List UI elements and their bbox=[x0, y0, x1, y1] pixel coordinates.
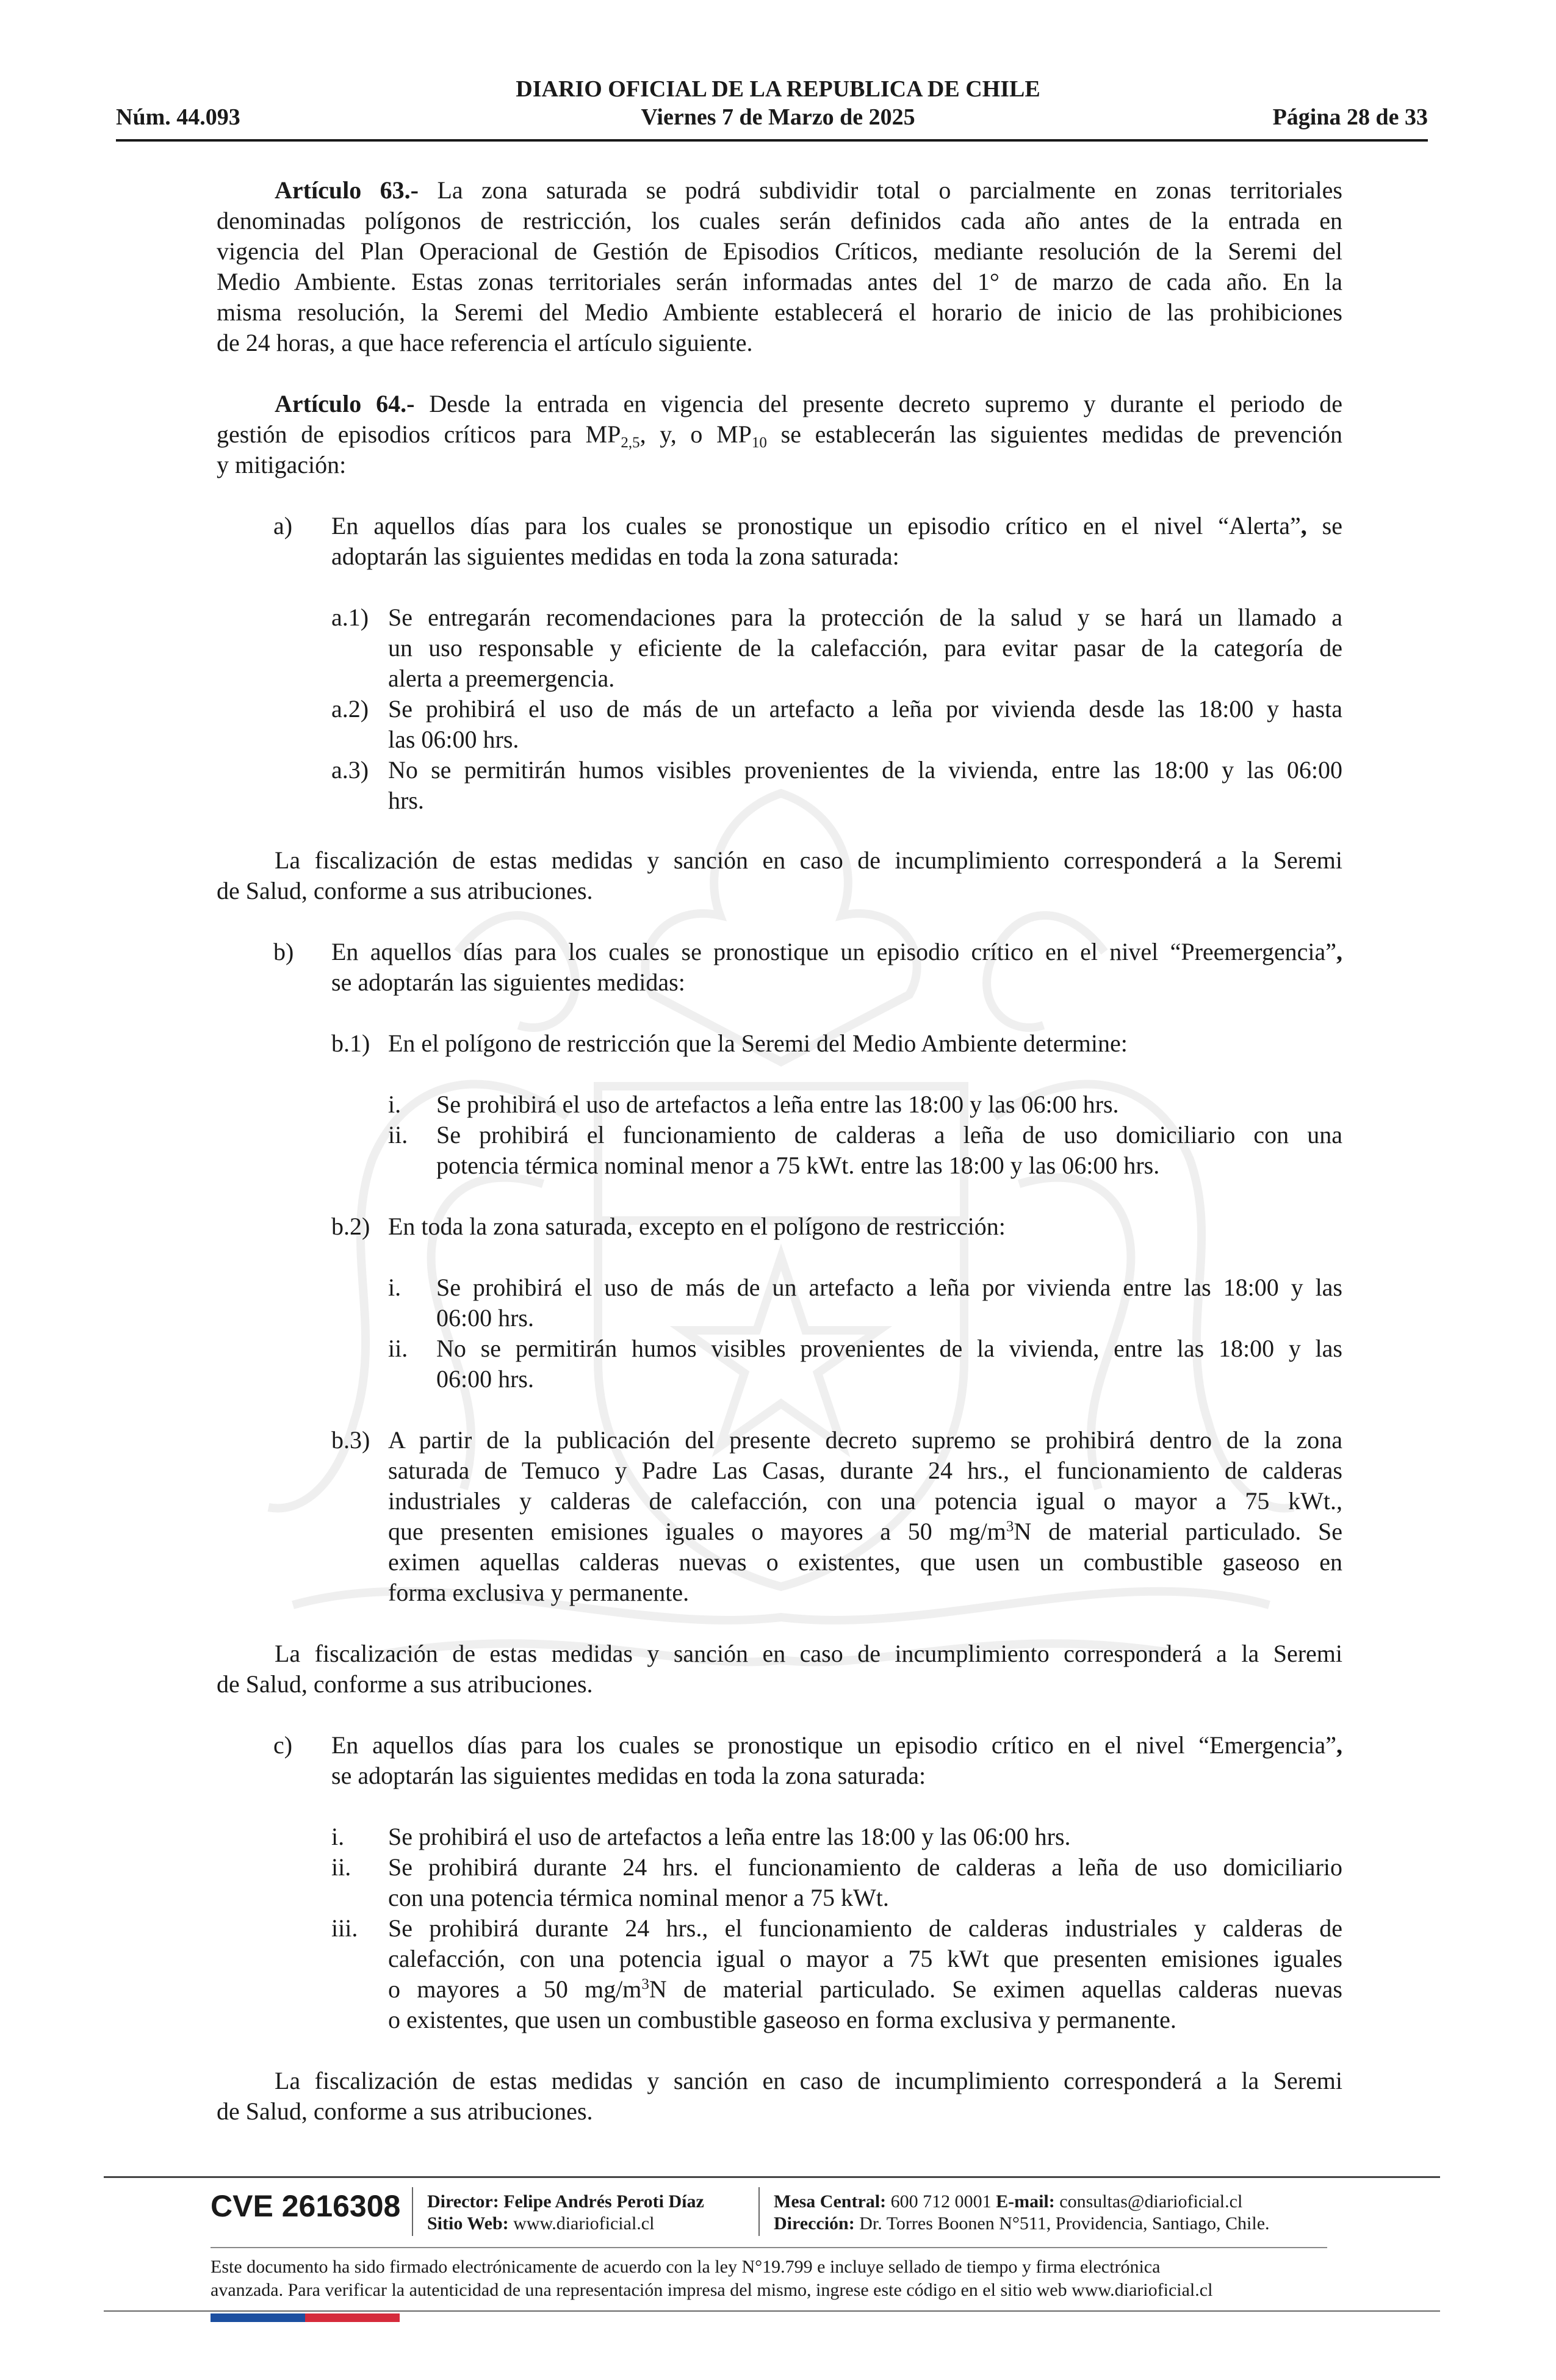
item-a bbox=[331, 511, 1342, 572]
item-b2: En toda la zona saturada, excepto en el polígono de restricción: bbox=[388, 1213, 1006, 1240]
article-63-line-4: Medio Ambiente. Estas zonas territoriales serán informadas antes del 1° de marzo de cada año. En la bbox=[217, 268, 1342, 295]
item-c-ii: Se prohibirá durante 24 hrs. el funcionamiento de calderas a leña de uso domiciliario con una potencia térmica nominal menor a 75 kWt. bbox=[388, 1853, 1342, 1911]
header-rule bbox=[116, 139, 1428, 142]
flag-bar-red bbox=[305, 2313, 400, 2322]
footer-rule-middle bbox=[211, 2247, 1327, 2248]
item-c-i: Se prohibirá el uso de artefactos a leña entre las 18:00 y las 06:00 hrs. bbox=[388, 1823, 1071, 1850]
item-b2-i-label: i. bbox=[388, 1274, 402, 1301]
article-64-line-1: Artículo 64.- Desde la entrada en vigencia del presente decreto supremo y durante el periodo de bbox=[275, 390, 1342, 417]
item-b2-ii: No se permitirán humos visibles provenientes de la vivienda, entre las 18:00 y las 06:00 hrs. bbox=[436, 1335, 1342, 1393]
item-c-label: c) bbox=[273, 1731, 293, 1759]
enforcement-note-2: La fiscalización de estas medidas y sanción en caso de incumplimiento corresponderá a la Seremi de Salud, conforme a sus atribuciones. bbox=[217, 1640, 1342, 1698]
item-b1-ii-label: ii. bbox=[388, 1121, 408, 1149]
footer-rule-top bbox=[104, 2176, 1440, 2178]
item-a-label: a) bbox=[273, 512, 293, 539]
item-a-line-2: adoptarán las siguientes medidas en toda la zona saturada: bbox=[331, 543, 899, 570]
footer-separator-1 bbox=[412, 2187, 413, 2236]
item-b2-ii-label: ii. bbox=[388, 1335, 408, 1362]
item-b1: En el polígono de restricción que la Seremi del Medio Ambiente determine: bbox=[388, 1030, 1128, 1057]
footer-website: Sitio Web: www.diarioficial.cl bbox=[427, 2213, 655, 2234]
article-64-line-3: y mitigación: bbox=[217, 451, 347, 478]
item-b3: A partir de la publicación del presente decreto supremo se prohibirá dentro de la zona saturada de Temuco y Padre Las Casas, durante 24 hrs., el funcionamiento de calderas industriales y calderas de calefacción, con una potencia igual o mayor a 75 kWt., que presenten emisiones iguales o mayores a 50 $mg/m^3N$ de material particulado. Se eximen aquellas calderas nuevas o existentes, que usen un combustible gaseoso en forma exclusiva y permanente. bbox=[388, 1426, 1342, 1606]
item-a1: Se entregarán recomendaciones para la protección de la salud y se hará un llamado a un uso responsable y eficiente de la calefacción, para evitar pasar de la categoría de alerta a preemergencia. bbox=[388, 604, 1342, 692]
enforcement-note-3: La fiscalización de estas medidas y sanción en caso de incumplimiento corresponderá a la Seremi de Salud, conforme a sus atribuciones. bbox=[217, 2067, 1342, 2125]
article-64-line-2: gestión de episodios críticos para $MP_{2,5}$, y, o $MP_{10}$ se establecerán las siguientes medidas de prevención bbox=[217, 420, 1342, 451]
item-c-iii: Se prohibirá durante 24 hrs., el funcionamiento de calderas industriales y calderas de calefacción, con una potencia igual o mayor a 75 kWt que presenten emisiones iguales o mayores a 50 $mg/m^3N$ de material particulado. Se eximen aquellas calderas nuevas o existentes, que usen un combustible gaseoso en forma exclusiva y permanente. bbox=[388, 1914, 1342, 2033]
article-64 bbox=[217, 389, 1342, 480]
footer-legal-notice: Este documento ha sido firmado electrónicamente de acuerdo con la ley N°19.799 e incluye sellado de tiempo y firma electrónica avanzada. Para verificar la autenticidad de una representación impresa del mismo, ingrese este código en el sitio web www.diarioficial.cl bbox=[211, 2257, 1213, 2300]
article-63-line-1: Artículo 63.- La zona saturada se podrá subdividir total o parcialmente en zonas territoriales bbox=[275, 176, 1342, 204]
item-b3-label: b.3) bbox=[331, 1426, 370, 1454]
item-b2-i: Se prohibirá el uso de más de un artefacto a leña por vivienda entre las 18:00 y las 06:00 hrs. bbox=[436, 1274, 1342, 1332]
article-64-title: Artículo 64.- bbox=[275, 390, 415, 417]
item-a3: No se permitirán humos visibles provenientes de la vivienda, entre las 18:00 y las 06:00 hrs. bbox=[388, 756, 1342, 814]
article-63 bbox=[217, 175, 1342, 358]
article-63-line-2: denominadas polígonos de restricción, los cuales serán definidos cada año antes de la entrada en bbox=[217, 207, 1342, 234]
item-b-label: b) bbox=[273, 938, 294, 965]
item-a2-label: a.2) bbox=[331, 695, 369, 723]
issue-number: Núm. 44.093 bbox=[116, 104, 240, 130]
item-a1-label: a.1) bbox=[331, 604, 369, 631]
item-c: En aquellos días para los cuales se pronostique un episodio crítico en el nivel “Emergencia”, se adoptarán las siguientes medidas en toda la zona saturada: bbox=[331, 1731, 1342, 1789]
item-c-i-label: i. bbox=[331, 1823, 345, 1850]
item-b1-i: Se prohibirá el uso de artefactos a leña entre las 18:00 y las 06:00 hrs. bbox=[436, 1091, 1119, 1118]
footer-address: Dirección: Dr. Torres Boonen N°511, Providencia, Santiago, Chile. bbox=[774, 2213, 1270, 2234]
email-link[interactable]: consultas@diarioficial.cl bbox=[1059, 2191, 1243, 2212]
cve-code: CVE 2616308 bbox=[211, 2189, 401, 2223]
item-a-line-1: En aquellos días para los cuales se pronostique un episodio crítico en el nivel “Alerta”, se bbox=[331, 512, 1342, 539]
enforcement-note-1: La fiscalización de estas medidas y sanción en caso de incumplimiento corresponderá a la Seremi de Salud, conforme a sus atribuciones. bbox=[217, 846, 1342, 904]
item-a3-label: a.3) bbox=[331, 756, 369, 784]
item-b1-label: b.1) bbox=[331, 1030, 370, 1057]
item-a2: Se prohibirá el uso de más de un artefacto a leña por vivienda desde las 18:00 y hasta las 06:00 hrs. bbox=[388, 695, 1342, 753]
item-b1-i-label: i. bbox=[388, 1091, 402, 1118]
item-c-iii-label: iii. bbox=[331, 1914, 358, 1942]
publication-title: DIARIO OFICIAL DE LA REPUBLICA DE CHILE bbox=[516, 76, 1040, 102]
page-number: Página 28 de 33 bbox=[1272, 104, 1428, 130]
issue-date: Viernes 7 de Marzo de 2025 bbox=[641, 104, 915, 130]
article-63-line-6: de 24 horas, a que hace referencia el artículo siguiente. bbox=[217, 329, 753, 356]
item-b1-ii: Se prohibirá el funcionamiento de calderas a leña de uso domiciliario con una potencia térmica nominal menor a 75 kWt. entre las 18:00 y las 06:00 hrs. bbox=[436, 1121, 1342, 1179]
item-c-ii-label: ii. bbox=[331, 1853, 351, 1881]
footer-contact: Mesa Central: 600 712 0001 E-mail: consultas@diarioficial.cl bbox=[774, 2191, 1243, 2212]
footer-rule-bottom bbox=[104, 2310, 1440, 2312]
article-63-line-5: misma resolución, la Seremi del Medio Ambiente establecerá el horario de inicio de las prohibiciones bbox=[217, 298, 1342, 326]
article-63-line-3: vigencia del Plan Operacional de Gestión de Episodios Críticos, mediante resolución de la Seremi del bbox=[217, 237, 1342, 265]
footer-director: Director: Felipe Andrés Peroti Díaz bbox=[427, 2191, 704, 2212]
website-link[interactable]: www.diarioficial.cl bbox=[513, 2213, 655, 2234]
item-b: En aquellos días para los cuales se pronostique un episodio crítico en el nivel “Preemergencia”, se adoptarán las siguientes medidas: bbox=[331, 938, 1342, 996]
article-63-title: Artículo 63.- bbox=[275, 176, 419, 204]
footer-separator-2 bbox=[758, 2187, 760, 2236]
item-b2-label: b.2) bbox=[331, 1213, 370, 1240]
flag-bar-blue bbox=[211, 2313, 305, 2322]
